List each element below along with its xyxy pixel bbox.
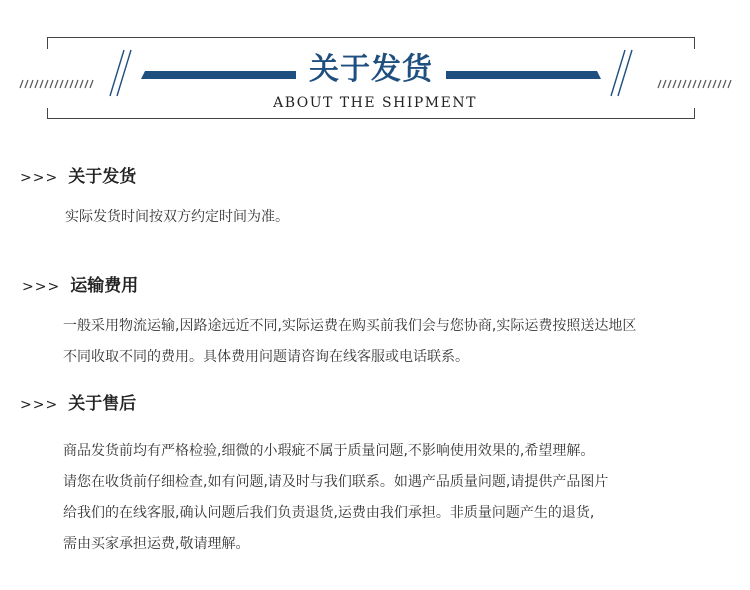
section-marker: >>> — [20, 397, 59, 413]
body-line: 不同收取不同的费用。具体费用问题请咨询在线客服或电话联系。 — [63, 349, 469, 365]
section-title: 运输费用 — [70, 276, 139, 296]
body-line: 给我们的在线客服,确认问题后我们负责退货,运费由我们承担。非质量问题产生的退货, — [63, 505, 595, 521]
body-line: 请您在收货前仔细检查,如有问题,请及时与我们联系。如遇产品质量问题,请提供产品图片 — [63, 474, 609, 490]
body-line: 实际发货时间按双方约定时间为准。 — [65, 209, 289, 225]
section-heading — [20, 166, 136, 189]
section-marker: >>> — [22, 279, 61, 295]
section-title: 关于售后 — [68, 394, 137, 414]
body-line: 商品发货前均有严格检验,细微的小瑕疵不属于质量问题,不影响使用效果的,希望理解。 — [63, 443, 595, 459]
banner-title: 关于发货 — [309, 52, 433, 87]
section-body — [63, 436, 608, 560]
section-heading — [22, 275, 138, 298]
body-line: 需由买家承担运费,敬请理解。 — [63, 536, 250, 552]
banner-subtitle: ABOUT THE SHIPMENT — [273, 95, 477, 111]
shipment-banner — [0, 0, 750, 130]
section-heading — [20, 393, 136, 416]
body-line: 一般采用物流运输,因路途远近不同,实际运费在购买前我们会与您协商,实际运费按照送达地区 — [63, 318, 637, 334]
section-body — [65, 202, 289, 233]
section-marker: >>> — [20, 170, 59, 186]
section-body — [63, 311, 636, 373]
section-title: 关于发货 — [68, 167, 137, 187]
